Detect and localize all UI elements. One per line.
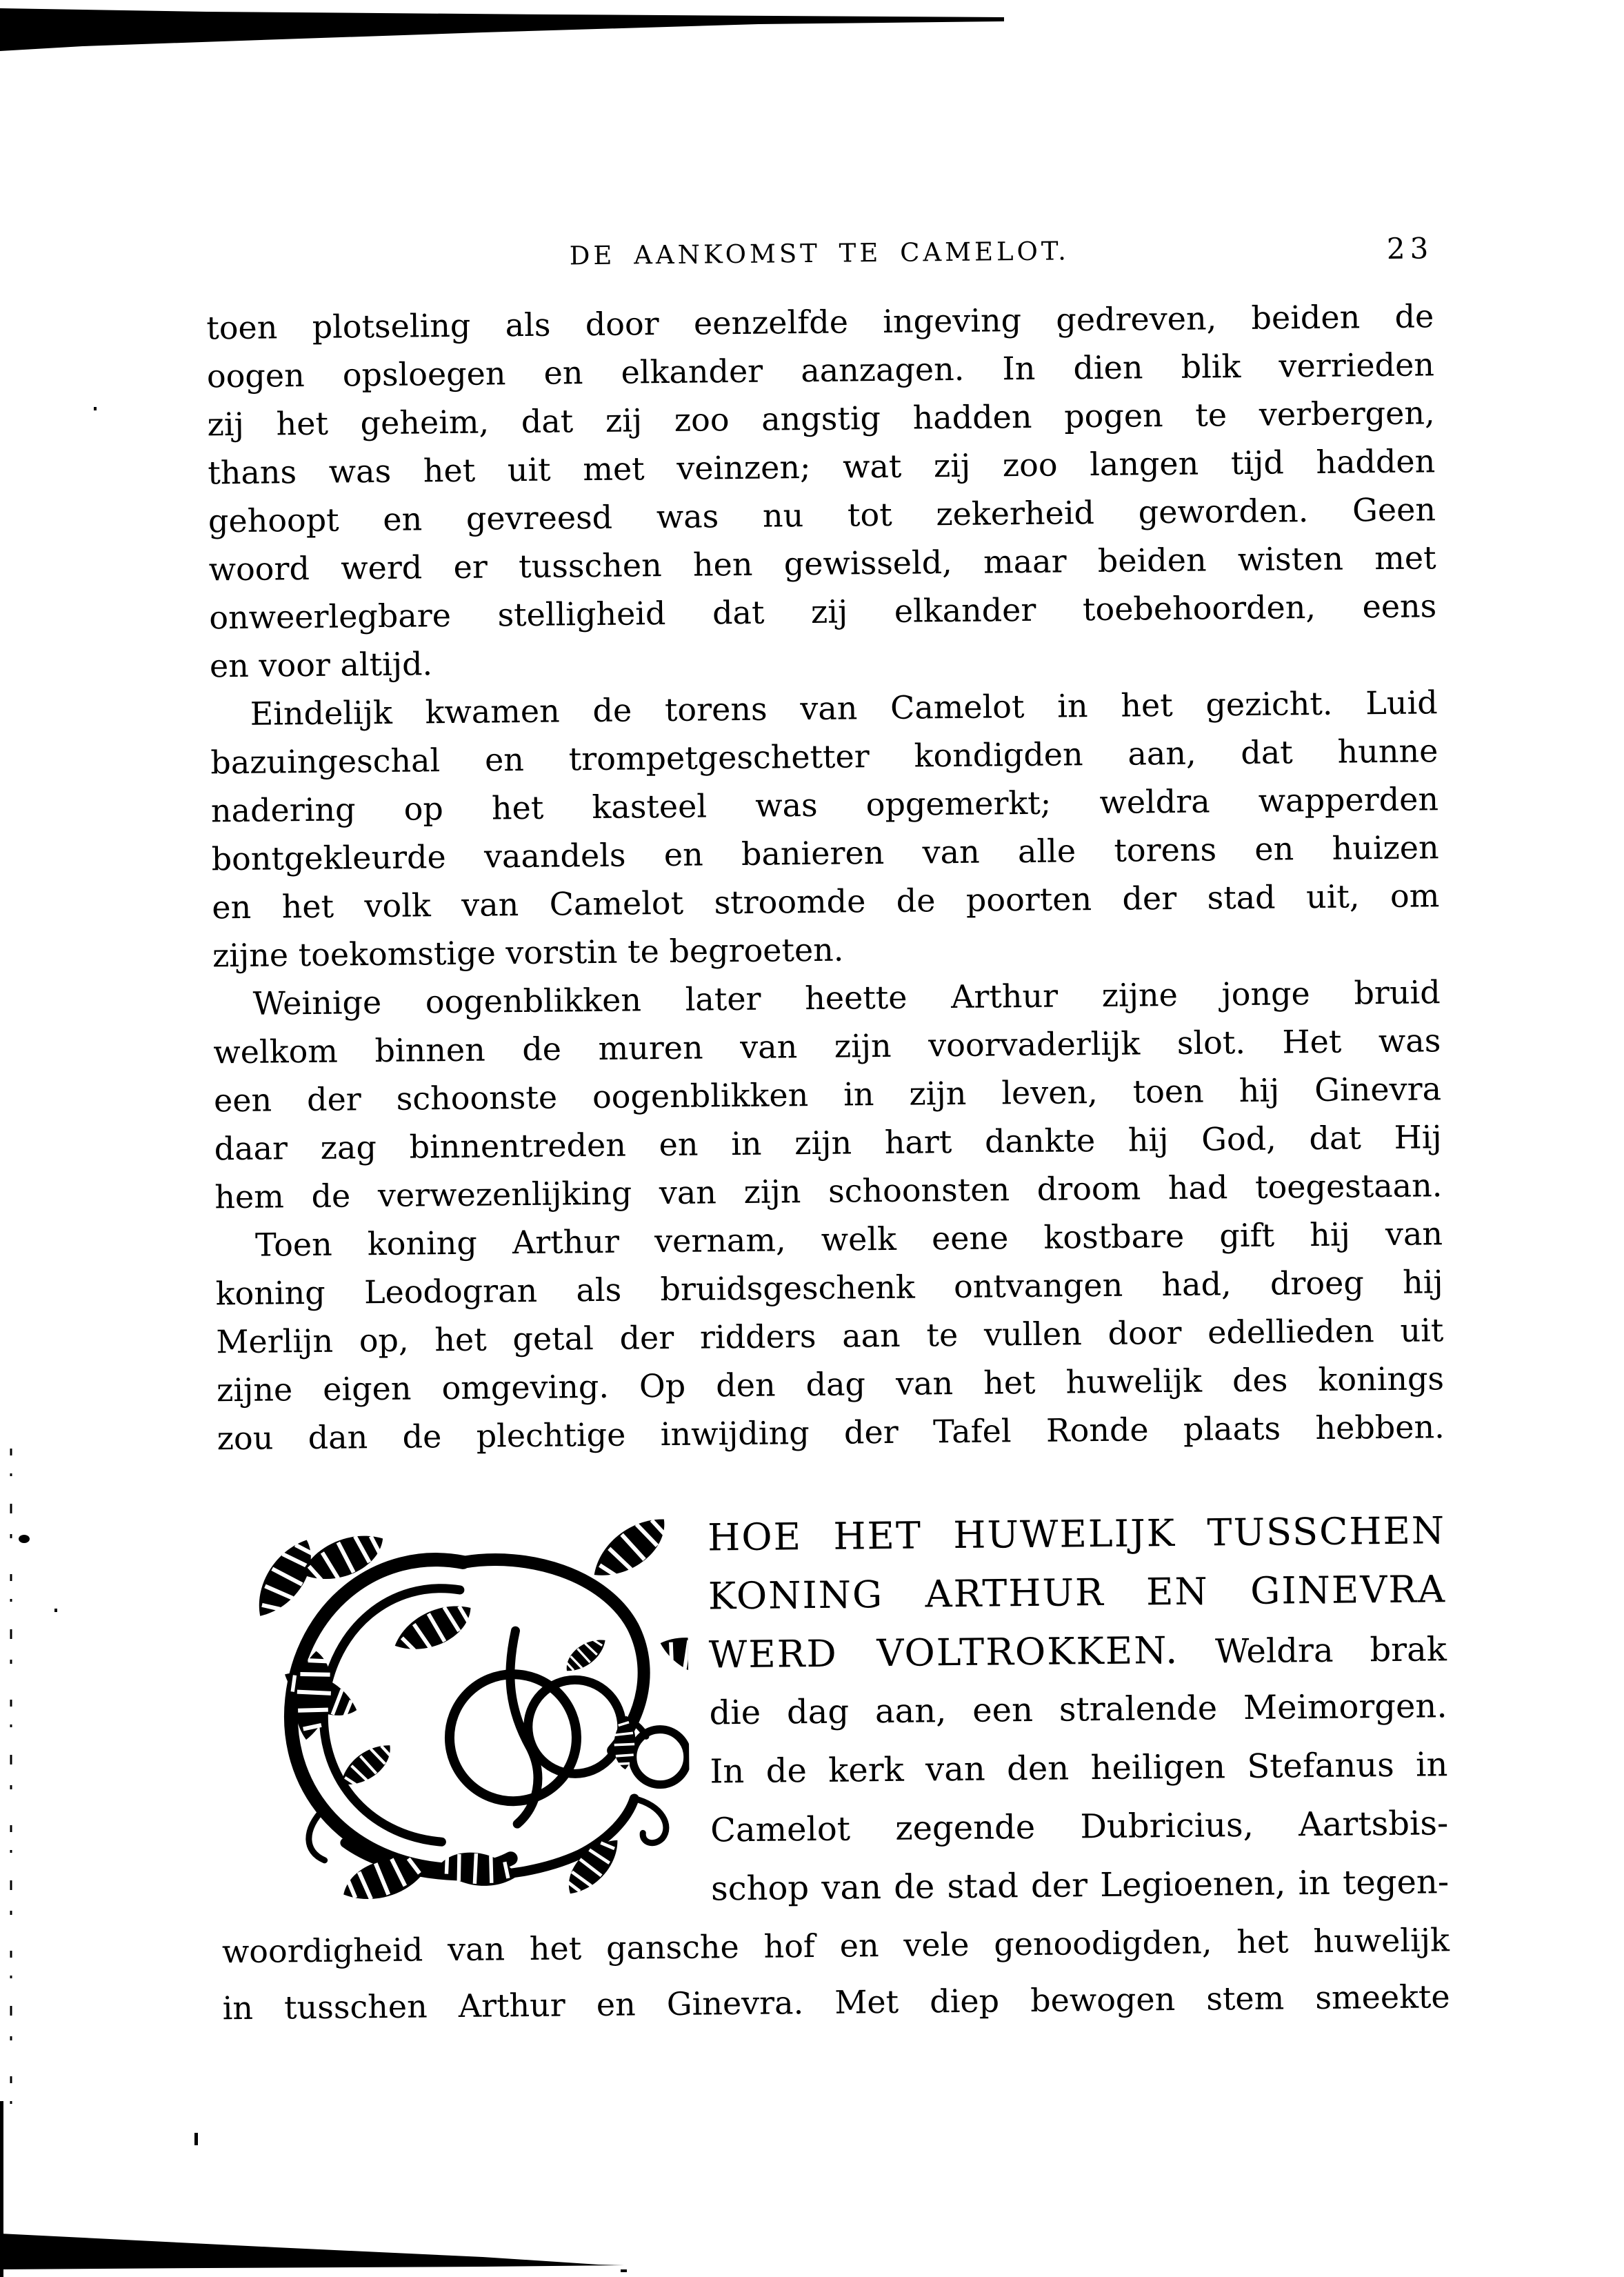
chapter-line: WERD VOLTROKKEN. Weldra brak <box>708 1628 1447 1677</box>
text-line: oogen opsloegen en elkander aanzagen. In dien blik verrieden <box>206 346 1435 395</box>
scan-left-edge-line <box>0 2101 3 2277</box>
text-line: Toen koning Arthur vernam, welk eene kostbare gift hij van <box>254 1215 1443 1264</box>
text-line: daar zag binnentreden en in zijn hart dankte hij God, dat Hij <box>214 1118 1442 1168</box>
chapter-section <box>218 1501 1450 2036</box>
text-line: onweerlegbare stelligheid dat zij elkander toebehoorden, eens <box>209 587 1437 637</box>
chapter-full-line: in tusschen Arthur en Ginevra. Met diep bewogen stem smeekte <box>222 1978 1450 2027</box>
text-line: Eindelijk kwamen de torens van Camelot in het gezicht. Luid <box>250 684 1438 733</box>
text-line: en voor altijd. <box>209 645 433 685</box>
page-header <box>205 232 1433 286</box>
text-line: thans was het uit met veinzen; wat zij zoo langen tijd hadden <box>208 442 1436 492</box>
chapter-heading-caps: KONING ARTHUR EN GINEVRA <box>708 1567 1447 1618</box>
text-line: welkom binnen de muren van zijn voorvaderlijk slot. Het was <box>213 1022 1441 1071</box>
chapter-full-line: woordigheid van het gansche hof en vele genoodigden, het huwelijk <box>221 1921 1450 1971</box>
running-title: DE AANKOMST TE CAMELOT. <box>569 236 1070 271</box>
text-line: zijne toekomstige vorstin te begroeten. <box>212 931 844 975</box>
text-line: bontgekleurde vaandels en banieren van alle torens en huizen <box>211 828 1439 878</box>
chapter-line: schop van de stad der Legioenen, in tegen- <box>710 1862 1450 1909</box>
chapter-line: In de kerk van den heiligen Stefanus in <box>710 1745 1448 1791</box>
chapter-line: die dag aan, een stralende Meimorgen. <box>709 1687 1447 1733</box>
text-line: woord werd er tusschen hen gewisseld, maar beiden wisten met <box>208 539 1436 588</box>
text-line: nadering op het kasteel was opgemerkt; weldra wapperden <box>210 780 1439 830</box>
chapter-line: Camelot zegende Dubricius, Aartsbis- <box>710 1804 1449 1850</box>
text-line: koning Leodogran als bruidsgeschenk ontvangen had, droeg hij <box>215 1263 1443 1313</box>
text-line: bazuingeschal en trompetgeschetter kondigden aan, dat hunne <box>210 732 1438 782</box>
text-line: zijne eigen omgeving. Op den dag van het huwelijk des konings <box>216 1360 1445 1409</box>
chapter-ornament-woodcut <box>218 1509 691 1924</box>
text-line: en het volk van Camelot stroomde de poorten der stad uit, om <box>212 877 1440 926</box>
text-line: zij het geheim, dat zij zoo angstig hadden pogen te verbergen, <box>207 394 1435 444</box>
text-line: een der schoonste oogenblikken in zijn leven, toen hij Ginevra <box>213 1070 1442 1120</box>
text-line: Merlijn op, het getal der ridders aan te vullen door edellieden uit <box>216 1311 1444 1361</box>
text-line: toen plotseling als door eenzelfde ingeving gedreven, beiden de <box>206 297 1434 347</box>
chapter-heading-caps: HOE HET HUWELIJK TUSSCHEN <box>707 1509 1446 1560</box>
chapter-full-width-lines <box>222 1911 1450 2036</box>
chapter-heading-caps: WERD VOLTROKKEN. <box>708 1628 1179 1677</box>
page-number: 23 <box>1386 231 1434 266</box>
text-line: hem de verwezenlijking van zijn schoonsten droom had toegestaan. <box>214 1166 1443 1216</box>
text-line: zou dan de plechtige inwijding der Tafel Ronde plaats hebben. <box>217 1408 1445 1458</box>
text-line: Weinige oogenblikken later heette Arthur zijne jonge bruid <box>252 973 1441 1022</box>
body-text <box>206 292 1445 1462</box>
text-line: gehoopt en gevreesd was nu tot zekerheid geworden. Geen <box>208 490 1436 540</box>
